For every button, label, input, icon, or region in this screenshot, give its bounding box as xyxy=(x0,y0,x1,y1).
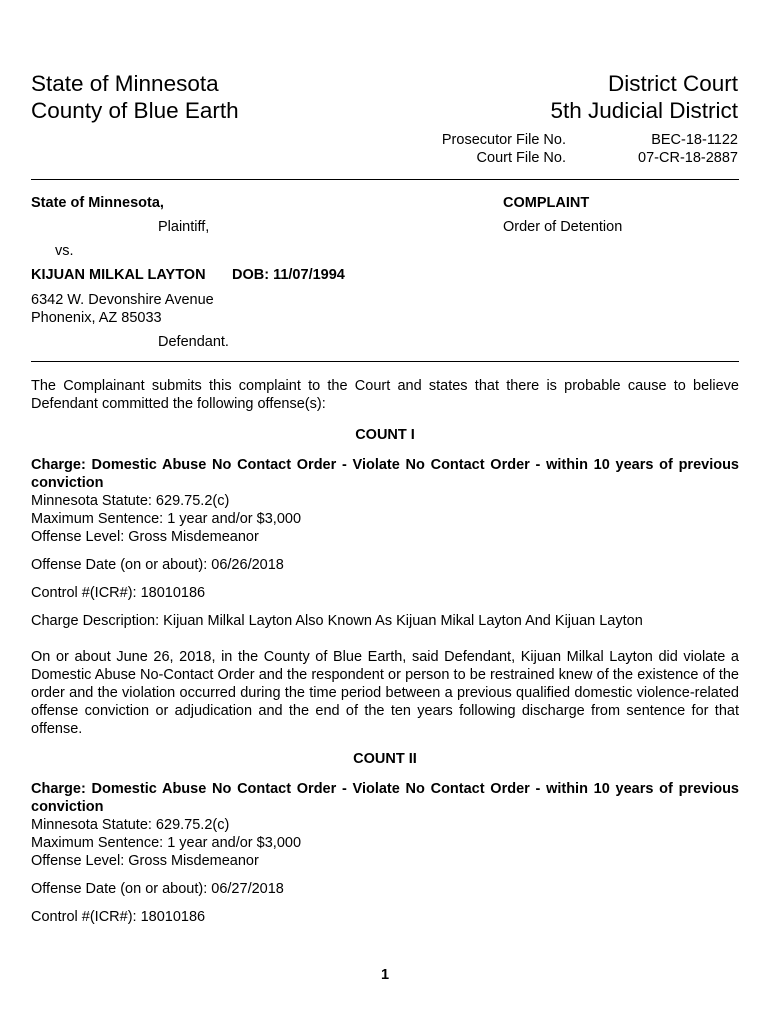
count-2-offense-date: Offense Date (on or about): 06/27/2018 xyxy=(31,881,284,897)
prosecutor-file-value: BEC-18-1122 xyxy=(651,132,738,148)
count-1-statute: Minnesota Statute: 629.75.2(c) xyxy=(31,493,230,509)
county-name: County of Blue Earth xyxy=(31,98,239,123)
file-numbers xyxy=(426,131,738,167)
versus-label: vs. xyxy=(55,243,74,259)
count-1-narrative: On or about June 26, 2018, in the County of Blue Earth, said Defendant, Kijuan Milkal Layton did violate a Domestic Abuse No-Contact Order and the respondent or person to be restrained knew of the existence of the order and the violation occurred during the time period between a previous qualified domestic violence-related offense conviction or adjudication and the end of the ten years following discharge from sentence for that offense. xyxy=(31,649,739,737)
plaintiff-role: Plaintiff, xyxy=(158,219,210,235)
count-2-charge-block xyxy=(31,780,739,870)
count-1-charge: Charge: Domestic Abuse No Contact Order - Violate No Contact Order - within 10 years of previous conviction xyxy=(31,457,739,491)
count-1-charge-block xyxy=(31,456,739,546)
count-2-control-number: Control #(ICR#): 18010186 xyxy=(31,909,206,925)
prosecutor-file-row xyxy=(426,131,738,149)
caption-top-rule xyxy=(31,179,739,180)
count-1-charge-description: Charge Description: Kijuan Milkal Layton Also Known As Kijuan Mikal Layton And Kijuan Layton xyxy=(31,613,643,629)
district-name: 5th Judicial District xyxy=(550,98,738,123)
page-number: 1 xyxy=(380,967,390,983)
count-1-offense-level: Offense Level: Gross Misdemeanor xyxy=(31,529,259,545)
count-2-statute: Minnesota Statute: 629.75.2(c) xyxy=(31,817,230,833)
prosecutor-file-label: Prosecutor File No. xyxy=(441,132,566,148)
state-name: State of Minnesota xyxy=(31,71,219,96)
defendant-address-line2: Phonenix, AZ 85033 xyxy=(31,310,162,326)
defendant-dob: DOB: 11/07/1994 xyxy=(232,267,345,283)
count-1-max-sentence: Maximum Sentence: 1 year and/or $3,000 xyxy=(31,511,302,527)
defendant-role: Defendant. xyxy=(158,334,229,350)
caption-bottom-rule xyxy=(31,361,739,362)
court-file-value: 07-CR-18-2887 xyxy=(638,150,738,166)
count-1-offense-date: Offense Date (on or about): 06/26/2018 xyxy=(31,557,284,573)
intro-paragraph: The Complainant submits this complaint to the Court and states that there is probable cause to believe Defendant committed the following offense(s): xyxy=(31,378,739,412)
count-2-heading: COUNT II xyxy=(353,751,417,767)
court-file-label: Court File No. xyxy=(476,150,566,166)
count-1-control-number: Control #(ICR#): 18010186 xyxy=(31,585,206,601)
count-2-offense-level: Offense Level: Gross Misdemeanor xyxy=(31,853,259,869)
document-title: COMPLAINT xyxy=(503,195,590,211)
court-header xyxy=(550,70,738,124)
defendant-address-line1: 6342 W. Devonshire Avenue xyxy=(31,292,214,308)
plaintiff-name: State of Minnesota, xyxy=(31,195,164,211)
court-file-row xyxy=(426,149,738,167)
count-2-charge: Charge: Domestic Abuse No Contact Order - Violate No Contact Order - within 10 years of previous conviction xyxy=(31,781,739,815)
court-name: District Court xyxy=(607,71,738,96)
jurisdiction-header xyxy=(31,70,239,124)
count-1-heading: COUNT I xyxy=(355,427,415,443)
document-subtitle: Order of Detention xyxy=(503,219,623,235)
count-2-max-sentence: Maximum Sentence: 1 year and/or $3,000 xyxy=(31,835,302,851)
defendant-name: KIJUAN MILKAL LAYTON xyxy=(31,267,206,283)
